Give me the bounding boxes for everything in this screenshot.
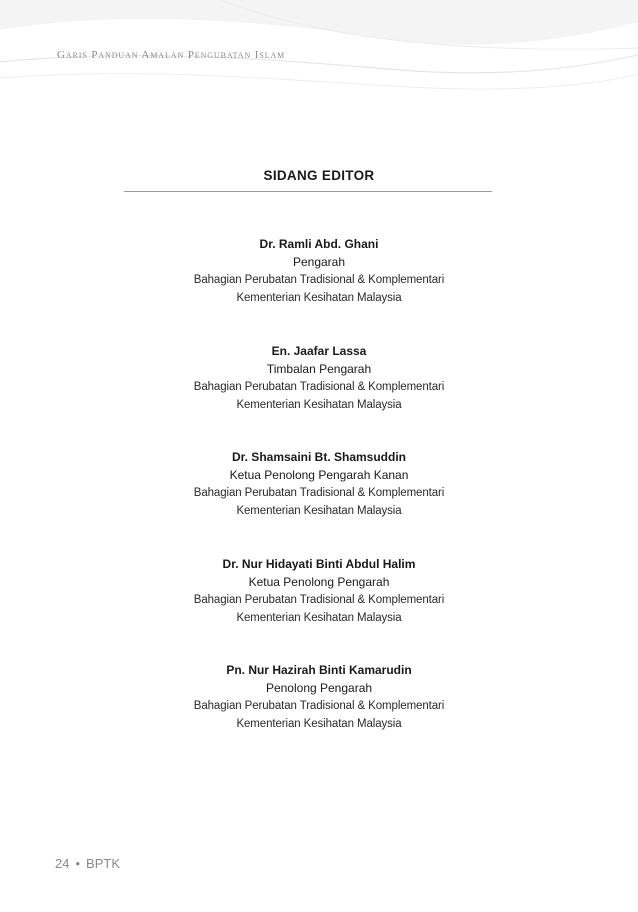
editor-name: En. Jaafar Lassa (271, 344, 367, 358)
editor-position: Ketua Penolong Pengarah (248, 575, 390, 589)
editor-ministry: Kementerian Kesihatan Malaysia (236, 292, 402, 304)
editor-department: Bahagian Perubatan Tradisional & Komplementari (193, 594, 445, 606)
editor-department: Bahagian Perubatan Tradisional & Komplementari (193, 381, 445, 393)
title-divider (124, 191, 492, 192)
editor-ministry: Kementerian Kesihatan Malaysia (236, 399, 402, 411)
editor-ministry: Kementerian Kesihatan Malaysia (236, 505, 402, 517)
editor-entry (0, 235, 638, 307)
editor-position: Ketua Penolong Pengarah Kanan (229, 468, 409, 482)
editor-entry (0, 661, 638, 733)
editor-entry (0, 342, 638, 414)
editor-name: Dr. Ramli Abd. Ghani (259, 237, 379, 251)
editor-department: Bahagian Perubatan Tradisional & Komplementari (193, 487, 445, 499)
editor-ministry: Kementerian Kesihatan Malaysia (236, 612, 402, 624)
page-footer (55, 856, 120, 871)
editor-ministry: Kementerian Kesihatan Malaysia (236, 718, 402, 730)
editor-name: Pn. Nur Hazirah Binti Kamarudin (226, 663, 412, 677)
editor-department: Bahagian Perubatan Tradisional & Komplementari (193, 700, 445, 712)
editor-name: Dr. Nur Hidayati Binti Abdul Halim (222, 557, 416, 571)
running-title: Garis Panduan Amalan Pengubatan Islam (57, 49, 286, 61)
bullet-separator: • (75, 856, 81, 871)
page-number: 24 (55, 856, 70, 871)
section-title: SIDANG EDITOR (263, 168, 375, 183)
editor-department: Bahagian Perubatan Tradisional & Komplementari (193, 274, 445, 286)
editor-position: Penolong Pengarah (265, 681, 373, 695)
editor-position: Timbalan Pengarah (266, 362, 372, 376)
editor-entry (0, 448, 638, 520)
footer-label: BPTK (86, 856, 120, 871)
editor-entry (0, 555, 638, 627)
editor-name: Dr. Shamsaini Bt. Shamsuddin (231, 450, 407, 464)
editor-position: Pengarah (292, 255, 346, 269)
